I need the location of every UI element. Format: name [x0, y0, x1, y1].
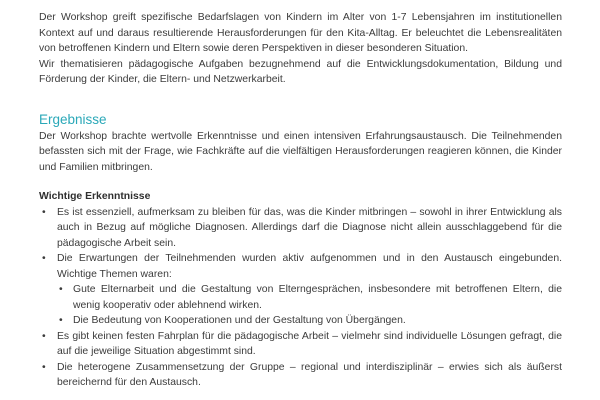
- list-item-text: Es gibt keinen festen Fahrplan für die pädagogische Arbeit – vielmehr sind individuelle Lösungen gefragt, die auf die jeweilige Situation abgestimmt sind.: [57, 330, 562, 357]
- sublist-item: [57, 282, 562, 313]
- themen-sublist: [57, 282, 562, 329]
- sublist-item-text: Die Bedeutung von Kooperationen und der Gestaltung von Übergängen.: [73, 315, 406, 326]
- document-body: [39, 0, 562, 391]
- list-item-text: Die Erwartungen der Teilnehmenden wurden aktiv aufgenommen und in den Austausch eingebunden. Wichtige Themen waren:: [57, 253, 562, 280]
- sublist-item-text: Gute Elternarbeit und die Gestaltung von Elterngesprächen, insbesondere mit betroffenen Eltern, die wenig kooperativ oder ablehnend wirken.: [73, 284, 562, 311]
- list-item: [39, 251, 562, 329]
- list-item: [39, 205, 562, 252]
- ergebnisse-paragraph: Der Workshop brachte wertvolle Erkenntnisse und einen intensiven Erfahrungsaustausch. Die Teilnehmenden befassten sich mit der Frage, wie Fachkräfte auf die vielfältigen Herausforderungen reagieren können, die Kinder und Familien mitbringen.: [39, 130, 562, 173]
- sublist-item: [57, 313, 562, 329]
- list-item: [39, 360, 562, 391]
- list-item-text: Es ist essenziell, aufmerksam zu bleiben für das, was die Kinder mitbringen – sowohl in ihrer Entwicklung als auch in Bezug auf mögliche Diagnosen. Allerdings darf die Diagnose nicht allein ausschlaggebend für die pädagogische Arbeit sein.: [57, 206, 562, 249]
- intro-paragraph-1: Der Workshop greift spezifische Bedarfslagen von Kindern im Alter von 1-7 Lebensjahren im institutionellen Kontext auf und daraus resultierende Herausforderungen für den Kita-Alltag. Er beleuchtet die Lebensrealitäten von betroffenen Kindern und Eltern sowie deren Perspektiven in dieser besonderen Situation.: [39, 12, 562, 54]
- list-item: [39, 329, 562, 360]
- section-heading-ergebnisse: Ergebnisse: [39, 111, 107, 127]
- intro-paragraph-2: Wir thematisieren pädagogische Aufgaben bezugnehmend auf die Entwicklungsdokumentation, Bildung und Förderung der Kinder, die Eltern- und Netzwerkarbeit.: [39, 58, 562, 85]
- erkenntnisse-list: [39, 205, 562, 391]
- list-item-text: Die heterogene Zusammensetzung der Gruppe – regional und interdisziplinär – erwies sich als äußerst bereichernd für den Austausch.: [57, 361, 562, 388]
- subheading-wichtige-erkenntnisse: Wichtige Erkenntnisse: [39, 191, 151, 202]
